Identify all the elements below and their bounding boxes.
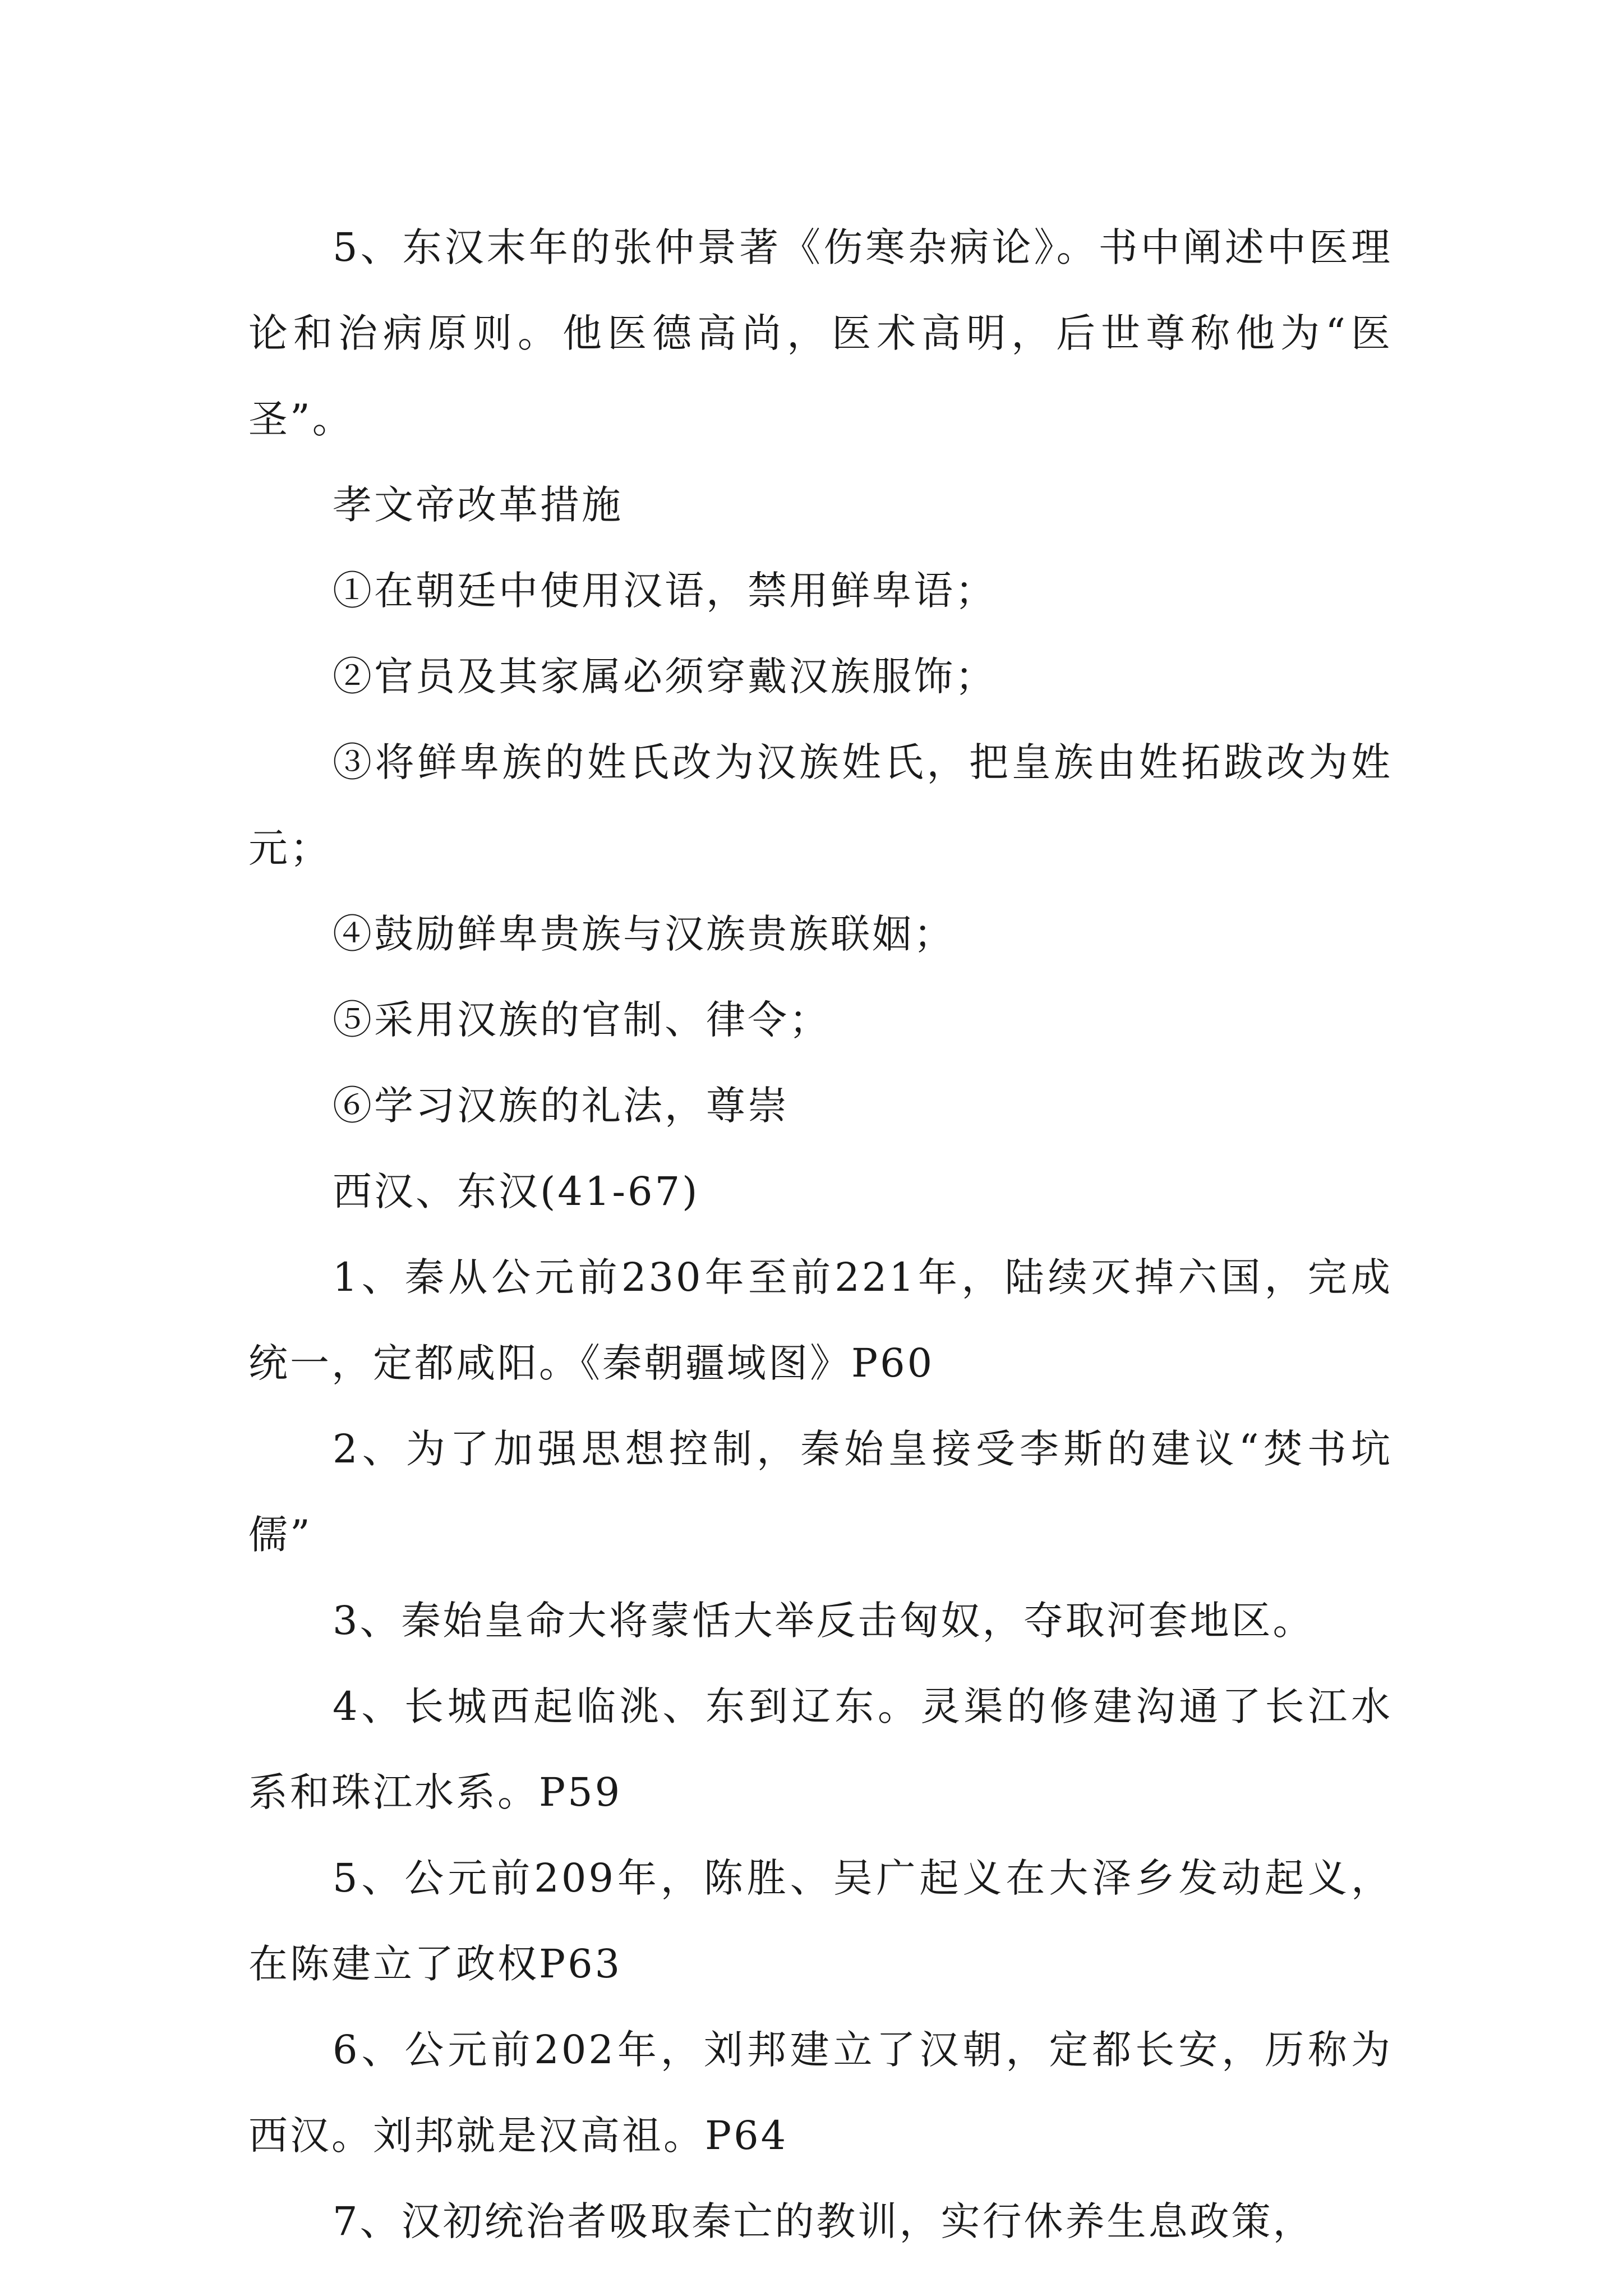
list-item-reform-4: ④鼓励鲜卑贵族与汉族贵族联姻；: [333, 911, 955, 957]
list-item-han-7: 7、汉初统治者吸取秦亡的教训，实行休养生息政策，: [333, 2198, 1315, 2244]
paragraph-zhang-zhongjing: 5、东汉末年的张仲景著《伤寒杂病论》。书中阐述中医理论和治病原则。他医德高尚，医术高明，后世尊称他为“医圣”。: [248, 224, 1393, 442]
list-item-han-6: 6、公元前202年，刘邦建立了汉朝，定都长安，历称为西汉。刘邦就是汉高祖。P64: [248, 2027, 1393, 2159]
list-item-reform-5: ⑤采用汉族的官制、律令；: [333, 997, 831, 1043]
list-item-reform-1: ①在朝廷中使用汉语，禁用鲜卑语；: [333, 568, 997, 614]
list-item-reform-2: ②官员及其家属必须穿戴汉族服饰；: [333, 654, 997, 700]
list-item-qin-3: 3、秦始皇命大将蒙恬大举反击匈奴，夺取河套地区。: [333, 1598, 1315, 1644]
heading-xiaowendi-reform: 孝文帝改革措施: [333, 482, 623, 528]
document-body: [248, 205, 1393, 2265]
list-item-qin-4: 4、长城西起临洮、东到辽东。灵渠的修建沟通了长江水系和珠江水系。P59: [248, 1683, 1393, 1815]
list-item-qin-5: 5、公元前209年，陈胜、吴广起义在大泽乡发动起义，在陈建立了政权P63: [248, 1855, 1393, 1987]
list-item-qin-1: 1、秦从公元前230年至前221年，陆续灭掉六国，完成统一，定都咸阳。《秦朝疆域图》P60: [248, 1254, 1393, 1386]
list-item-reform-6: ⑥学习汉族的礼法，尊崇: [333, 1083, 789, 1129]
section-heading-han: 西汉、东汉(41-67): [333, 1168, 700, 1214]
list-item-qin-2: 2、为了加强思想控制，秦始皇接受李斯的建议“焚书坑儒”: [248, 1426, 1393, 1558]
list-item-reform-3: ③将鲜卑族的姓氏改为汉族姓氏，把皇族由姓拓跋改为姓元；: [248, 739, 1393, 871]
